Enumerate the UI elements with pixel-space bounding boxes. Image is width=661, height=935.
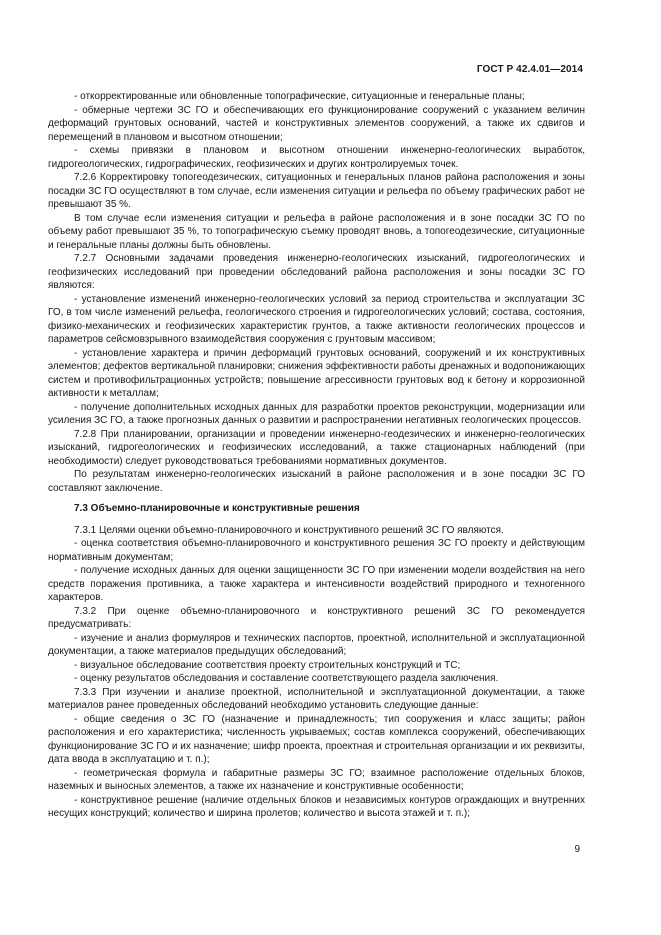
paragraph: - изучение и анализ формуляров и технических паспортов, проектной, исполнительной и эксплуатационной документации, а также материалов предыдущих обследований;	[48, 632, 585, 657]
paragraph: - общие сведения о ЗС ГО (назначение и принадлежность; тип сооружения и класс защиты; район расположения и его характеристика; численность укрываемых; состав комплекса сооружений, обеспечивающих функционирование ЗС ГО и их назначение; шифр проекта, проектная и строительная организации и их реквизиты, дата ввода в эксплуатацию и т. п.);	[48, 713, 585, 765]
section-title: 7.3 Объемно-планировочные и конструктивные решения	[74, 503, 360, 514]
paragraph: - установление изменений инженерно-геологических условий за период строительства и эксплуатации ЗС ГО, в том числе изменений рельефа, геологического строения и гидрогеологических условий; состава, состояния, физико-механических и геофизических характеристик грунтов, а также активности геологических процессов и параметров сейсмовзрывного взаимодействия сооружения с грунтовым массивом;	[48, 293, 585, 345]
paragraph: - оценка соответствия объемно-планировочного и конструктивного решения ЗС ГО проекту и действующим нормативным документам;	[48, 538, 585, 563]
paragraph: 7.3.1 Целями оценки объемно-планировочного и конструктивного решений ЗС ГО являются.	[74, 524, 504, 536]
paragraph: - схемы привязки в плановом и высотном отношении инженерно-геологических выработок, гидрогеологических, гидрографических, геофизических и других контролируемых точек.	[48, 145, 585, 170]
paragraph: - откорректированные или обновленные топографические, ситуационные и генеральные планы;	[74, 91, 525, 102]
document-code: ГОСТ Р 42.4.01—2014	[476, 64, 583, 75]
document-body	[48, 90, 585, 821]
paragraph: По результатам инженерно-геологических изысканий в районе расположения и в зоне посадки ЗС ГО составляют заключение.	[48, 469, 585, 494]
paragraph: - получение дополнительных исходных данных для разработки проектов реконструкции, модернизации или усиления ЗС ГО, а также прогнозных данных о развитии и распространении негативных геологических процессов.	[48, 401, 585, 426]
paragraph: 7.3.3 При изучении и анализе проектной, исполнительной и эксплуатационной документации, а также материалов ранее проведенных обследований необходимо установить следующие данные:	[48, 686, 585, 711]
paragraph: - обмерные чертежи ЗС ГО и обеспечивающих его функционирование сооружений с указанием величин деформаций грунтовых оснований, частей и конструктивных элементов сооружений, а также их сдвигов и перемещений в плановом и высотном отношении;	[48, 104, 585, 143]
paragraph: - геометрическая формула и габаритные размеры ЗС ГО; взаимное расположение отдельных блоков, наземных и выносных элементов, а также их назначение и конструктивные особенности;	[48, 767, 585, 792]
paragraph: 7.2.8 При планировании, организации и проведении инженерно-геодезических и инженерно-геологических изысканий, гидрогеологических и геофизических исследований, а также стационарных наблюдений (при необходимости) следует руководствоваться требованиями нормативных документов.	[48, 428, 585, 467]
paragraph: 7.3.2 При оценке объемно-планировочного и конструктивного решений ЗС ГО рекомендуется предусматривать:	[48, 605, 585, 630]
paragraph: - конструктивное решение (наличие отдельных блоков и независимых контуров ограждающих и внутренних несущих конструкций; количество и ширина пролетов; количество и высота этажей и т. п.);	[48, 794, 585, 819]
paragraph: 7.2.7 Основными задачами проведения инженерно-геологических изысканий, гидрогеологических и геофизических исследований при проведении обследований района расположения и зоны посадки ЗС ГО являются:	[48, 253, 585, 291]
page-number: 9	[574, 844, 580, 855]
paragraph: 7.2.6 Корректировку топогеодезических, ситуационных и генеральных планов района расположения и зоны посадки ЗС ГО осуществляют в том случае, если изменения ситуации и рельефа по объему графических работ не превышают 35 %.	[48, 172, 585, 210]
paragraph: - визуальное обследование соответствия проекту строительных конструкций и ТС;	[74, 659, 461, 671]
paragraph: - установление характера и причин деформаций грунтовых оснований, сооружений и их конструктивных элементов; дефектов вертикальной планировки; снижения эффективности работы дренажных и водопонижающих систем и противофильтрационных устройств; повышение агрессивности грунтовых вод к бетону и коррозионной активности к металлам;	[48, 347, 585, 399]
paragraph: - получение исходных данных для оценки защищенности ЗС ГО при изменении модели воздействия на него средств поражения противника, а также характера и интенсивности воздействий природного и техногенного характеров.	[48, 565, 585, 603]
paragraph: - оценку результатов обследования и составление соответствующего раздела заключения.	[74, 673, 499, 684]
paragraph: В том случае если изменения ситуации и рельефа в районе расположения и в зоне посадки ЗС ГО по объему работ превышают 35 %, то топографическую съемку проводят вновь, а топогеодезические, ситуационные и генеральные планы должны быть обновлены.	[48, 212, 585, 251]
